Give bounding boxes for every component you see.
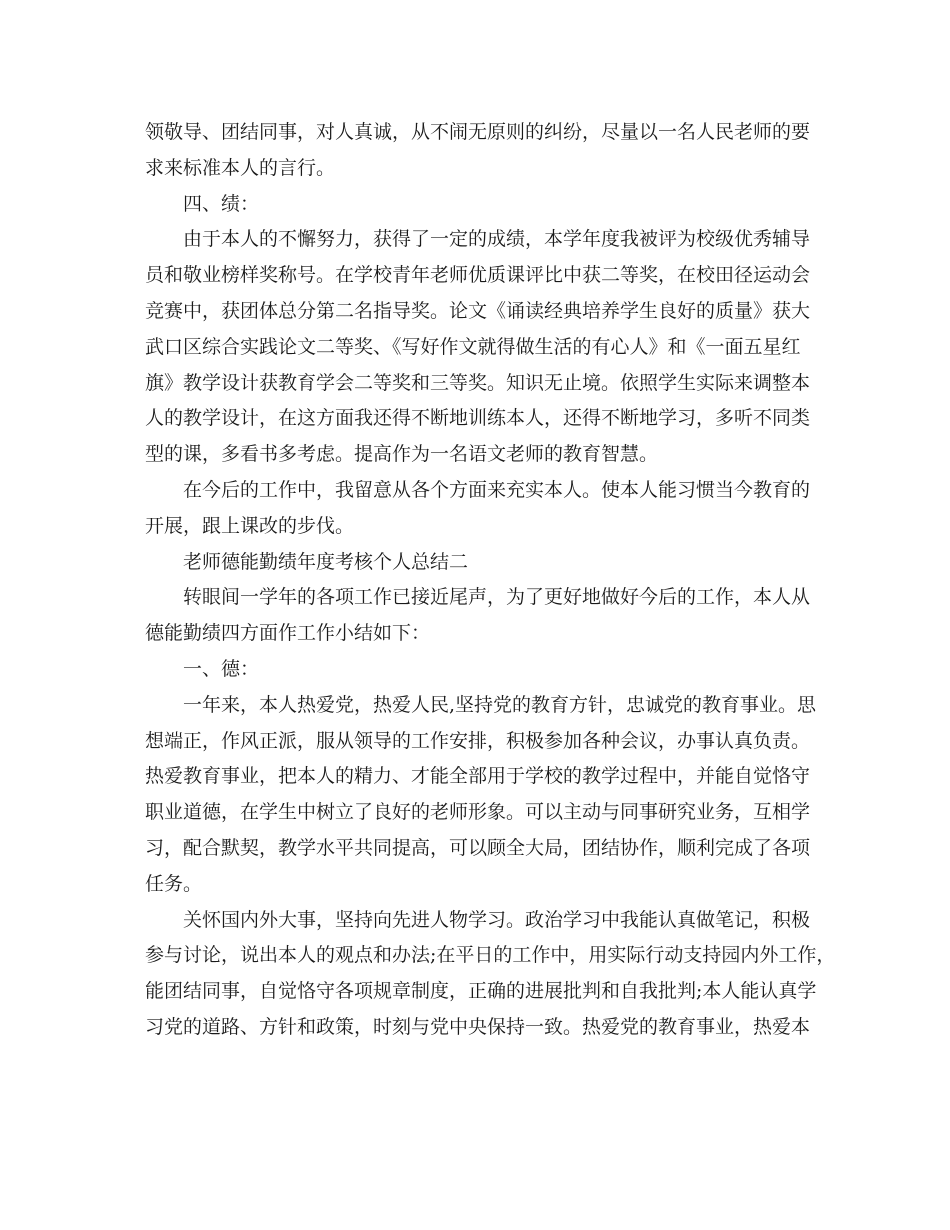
- text-line: 老师德能勤绩年度考核个人总结二: [183, 550, 469, 573]
- text-line: 由于本人的不懈努力，获得了一定的成绩，本学年度我被评为校级优秀辅导: [183, 228, 811, 251]
- text-line: 员和敬业榜样奖称号。在学校青年老师优质课评比中获二等奖，在校田径运动会: [145, 264, 811, 287]
- document-body: [145, 115, 836, 1046]
- text-line: 开展，跟上课改的步伐。: [145, 514, 355, 537]
- text-line: 型的课，多看书多考虑。提高作为一名语文老师的教育智慧。: [145, 443, 659, 466]
- text-line: 一年来，本人热爱党，热爱人民,坚持党的教育方针，忠诚党的教育事业。思: [183, 693, 817, 716]
- text-line: 转眼间一学年的各项工作已接近尾声，为了更好地做好今后的工作，本人从: [183, 586, 811, 609]
- text-line: 热爱教育事业，把本人的精力、才能全部用于学校的教学过程中，并能自觉恪守: [145, 765, 811, 788]
- text-line: 能团结同事，自觉恪守各项规章制度，正确的进展批判和自我批判;本人能认真学: [145, 980, 817, 1003]
- text-line: 参与讨论，说出本人的观点和办法;在平日的工作中，用实际行动支持园内外工作，: [145, 944, 836, 967]
- text-line: 一、德：: [183, 657, 260, 680]
- text-line: 四、绩：: [183, 192, 260, 215]
- text-line: 旗》教学设计获教育学会二等奖和三等奖。知识无止境。依照学生实际来调整本: [145, 371, 811, 394]
- text-line: 武口区综合实践论文二等奖、《写好作文就得做生活的有心人》和《一面五星红: [145, 335, 801, 358]
- text-line: 任务。: [145, 872, 203, 895]
- text-line: 想端正，作风正派，服从领导的工作安排，积极参加各种会议，办事认真负责。: [145, 729, 811, 752]
- text-line: 人的教学设计，在这方面我还得不断地训练本人，还得不断地学习，多听不同类: [145, 407, 811, 430]
- text-line: 领敬导、团结同事，对人真诚，从不闹无原则的纠纷，尽量以一名人民老师的要: [145, 121, 811, 143]
- text-line: 德能勤绩四方面作工作小结如下：: [145, 622, 431, 645]
- text-line: 竞赛中，获团体总分第二名指导奖。论文《诵读经典培养学生良好的质量》获大: [145, 299, 811, 322]
- text-line: 习党的道路、方针和政策，时刻与党中央保持一致。热爱党的教育事业，热爱本: [145, 1015, 811, 1038]
- text-line: 职业道德，在学生中树立了良好的老师形象。可以主动与同事研究业务，互相学: [145, 801, 811, 824]
- text-line: 在今后的工作中，我留意从各个方面来充实本人。使本人能习惯当今教育的: [183, 478, 811, 501]
- text-line: 关怀国内外大事，坚持向先进人物学习。政治学习中我能认真做笔记，积极: [183, 908, 811, 931]
- text-line: 求来标准本人的言行。: [145, 156, 336, 179]
- text-line: 习，配合默契，教学水平共同提高，可以顾全大局，团结协作，顺利完成了各项: [145, 836, 811, 859]
